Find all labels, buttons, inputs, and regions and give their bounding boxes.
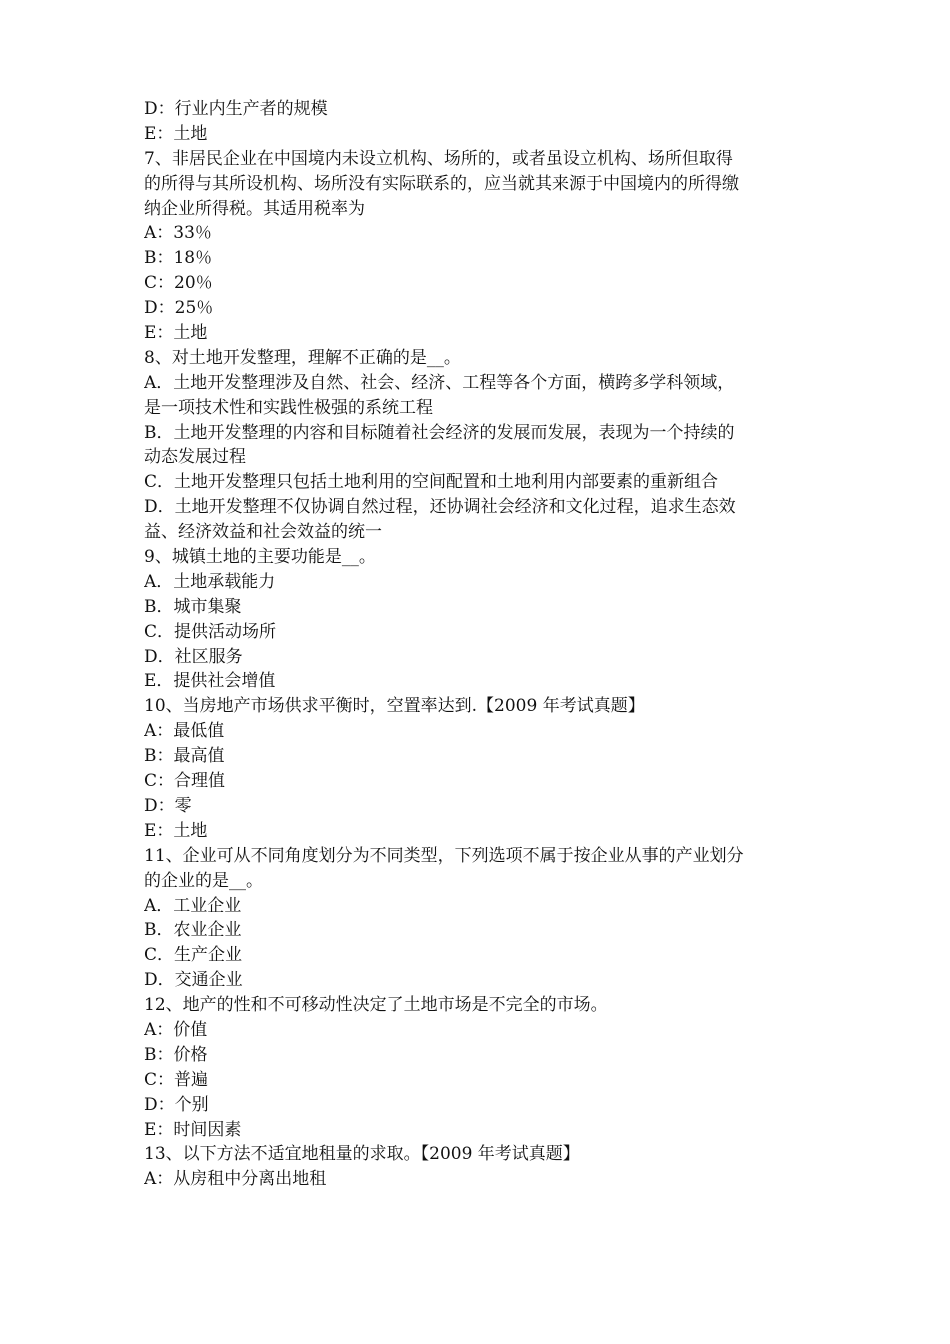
question-line: 13、以下方法不适宜地租量的求取。【2009 年考试真题】: [144, 1144, 580, 1165]
option-line: C．土地开发整理只包括土地利用的空间配置和土地利用内部要素的重新组合: [144, 472, 719, 493]
option-line: B：最高值: [144, 746, 225, 767]
question-line: 7、非居民企业在中国境内未设立机构、场所的，或者虽设立机构、场所但取得: [144, 148, 733, 169]
option-line: C．提供活动场所: [144, 621, 277, 642]
option-line: C．生产企业: [144, 945, 243, 966]
option-line: A：从房租中分离出地租: [144, 1169, 327, 1190]
option-line: E：时间因素: [144, 1119, 242, 1140]
option-line: A．土地开发整理涉及自然、社会、经济、工程等各个方面，横跨多学科领域，: [144, 372, 735, 393]
question-line: 纳企业所得税。其适用税率为: [144, 198, 365, 219]
option-line: D：个别: [144, 1094, 209, 1115]
option-line: 动态发展过程: [144, 447, 246, 468]
question-line: 10、当房地产市场供求平衡时，空置率达到.【2009 年考试真题】: [144, 696, 645, 717]
option-line: E：土地: [144, 820, 208, 841]
option-line: B：价格: [144, 1044, 208, 1065]
option-line: D：零: [144, 795, 192, 816]
option-line: B：18％: [144, 248, 213, 269]
document-body: [144, 97, 814, 1192]
option-line: D．土地开发整理不仅协调自然过程，还协调社会经济和文化过程，追求生态效: [144, 497, 736, 518]
option-line: A：33％: [144, 223, 212, 244]
option-line: 是一项技术性和实践性极强的系统工程: [144, 397, 433, 418]
question-line: 8、对土地开发整理，理解不正确的是__。: [144, 347, 461, 368]
option-line: E：土地: [144, 123, 208, 144]
option-line: D．社区服务: [144, 646, 243, 667]
option-line: C：20％: [144, 273, 213, 294]
question-line: 11、企业可从不同角度划分为不同类型，下列选项不属于按企业从事的产业划分: [144, 845, 744, 866]
option-line: D：25％: [144, 298, 214, 319]
option-line: B．农业企业: [144, 920, 242, 941]
option-line: 益、经济效益和社会效益的统一: [144, 522, 382, 543]
question-line: 的所得与其所设机构、场所没有实际联系的，应当就其来源于中国境内的所得缴: [144, 173, 739, 194]
option-line: E．提供社会增值: [144, 671, 276, 692]
option-line: B．城市集聚: [144, 596, 242, 617]
question-line: 的企业的是__。: [144, 870, 263, 891]
option-line: A．土地承载能力: [144, 571, 276, 592]
question-line: 9、城镇土地的主要功能是__。: [144, 547, 376, 568]
option-line: A：最低值: [144, 721, 225, 742]
option-line: A：价值: [144, 1019, 208, 1040]
option-line: C：普遍: [144, 1069, 209, 1090]
question-line: 12、地产的性和不可移动性决定了土地市场是不完全的市场。: [144, 995, 608, 1016]
option-line: D．交通企业: [144, 970, 243, 991]
option-line: A．工业企业: [144, 895, 242, 916]
option-line: E：土地: [144, 323, 208, 344]
option-line: C：合理值: [144, 771, 226, 792]
option-line: B．土地开发整理的内容和目标随着社会经济的发展而发展，表现为一个持续的: [144, 422, 735, 443]
option-line: D：行业内生产者的规模: [144, 99, 328, 119]
